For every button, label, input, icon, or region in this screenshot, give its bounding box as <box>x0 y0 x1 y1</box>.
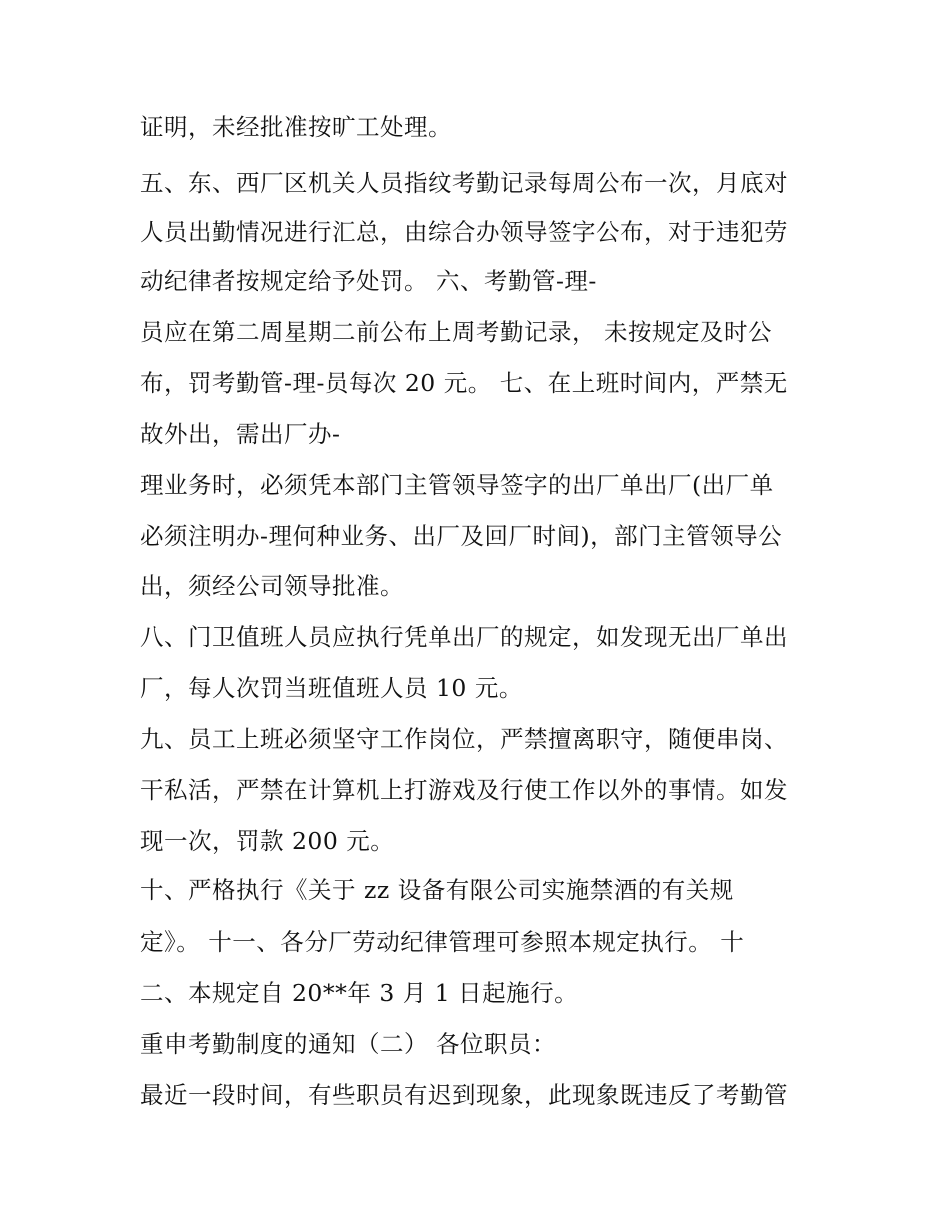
text-line: 厂，每人次罚当班值班人员 10 元。 <box>140 674 523 702</box>
text-line: 理业务时，必须凭本部门主管领导签字的出厂单出厂(出厂单 <box>140 471 774 499</box>
text-line: 人员出勤情况进行汇总，由综合办领导签字公布，对于违犯劳 <box>140 218 788 246</box>
text-line: 故外出，需出厂办- <box>140 420 341 448</box>
text-line: 必须注明办-理何种业务、出厂及回厂时间)，部门主管领导公 <box>140 522 783 550</box>
text-line: 动纪律者按规定给予处罚。 六、考勤管-理- <box>140 267 597 295</box>
text-line: 十、严格执行《关于 zz 设备有限公司实施禁酒的有关规 <box>140 876 734 904</box>
text-line: 证明，未经批准按旷工处理。 <box>140 113 452 141</box>
text-line: 布，罚考勤管-理-员每次 20 元。 七、在上班时间内，严禁无 <box>140 369 788 397</box>
text-line: 二、本规定自 20**年 3 月 1 日起施行。 <box>140 979 579 1007</box>
text-line: 出，须经公司领导批准。 <box>140 572 404 600</box>
text-line: 定》。 十一、各分厂劳动纪律管理可参照本规定执行。 十 <box>140 928 745 956</box>
text-line: 干私活，严禁在计算机上打游戏及行使工作以外的事情。如发 <box>140 776 788 804</box>
text-line: 现一次，罚款 200 元。 <box>140 827 395 855</box>
text-line: 五、东、西厂区机关人员指纹考勤记录每周公布一次，月底对 <box>140 169 788 197</box>
text-line: 八、门卫值班人员应执行凭单出厂的规定，如发现无出厂单出 <box>140 623 788 651</box>
text-line: 最近一段时间，有些职员有迟到现象，此现象既违反了考勤管 <box>140 1081 788 1109</box>
text-line: 员应在第二周星期二前公布上周考勤记录， 未按规定及时公 <box>140 318 772 346</box>
text-line: 重申考勤制度的通知（二） 各位职员： <box>140 1030 556 1058</box>
text-line: 九、员工上班必须坚守工作岗位，严禁擅离职守，随便串岗、 <box>140 725 788 753</box>
